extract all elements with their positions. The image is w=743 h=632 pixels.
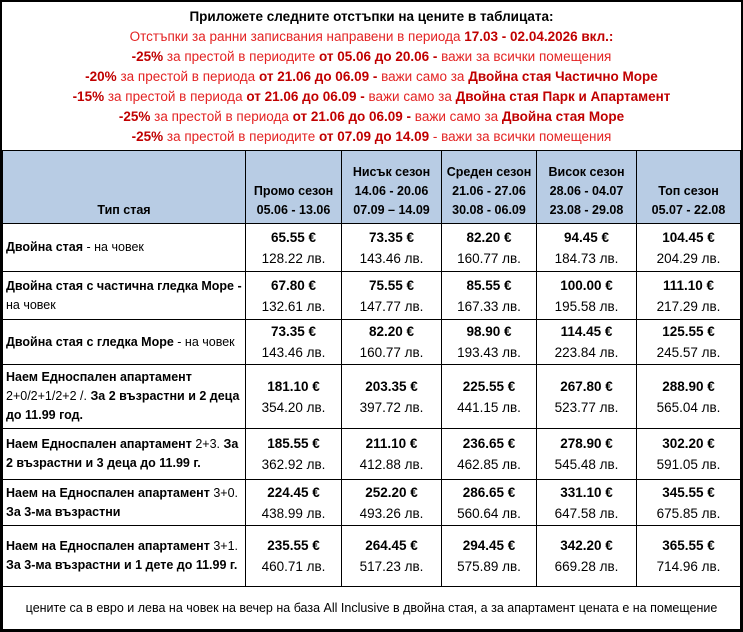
discount-text: от 05.06 до 20.06 - xyxy=(318,49,442,64)
price-eur: 185.55 € xyxy=(267,436,320,451)
room-type-text: - на човек xyxy=(83,240,144,254)
price-lev: 128.22 лв. xyxy=(261,250,326,266)
price-cell xyxy=(537,429,637,480)
discount-line xyxy=(6,47,737,67)
price-eur: 82.20 € xyxy=(466,229,512,245)
price-lev: 517.23 лв. xyxy=(359,559,424,574)
discount-text: от 21.06 до 06.09 - xyxy=(258,69,382,84)
price-cell xyxy=(637,224,741,272)
pricing-note: цените са в евро и лева на човек на вечер на база All Inclusive в двойна стая, а за апартамент цената е на помещение xyxy=(3,587,741,630)
price-lev: 160.77 лв. xyxy=(457,250,521,266)
price-lev: 204.29 лв. xyxy=(656,250,721,266)
price-lev: 560.64 лв. xyxy=(457,505,521,521)
discount-text: - важи за всички помещения xyxy=(429,129,612,144)
price-lev: 354.20 лв. xyxy=(261,399,326,415)
price-cell xyxy=(537,224,637,272)
discount-text: Двойна стая Море xyxy=(501,109,625,124)
price-eur: 100.00 € xyxy=(560,277,613,293)
room-type-text: 2+0/2+1/2+2 /. xyxy=(6,389,87,403)
price-eur: 181.10 € xyxy=(267,378,320,394)
discount-text: важи само за xyxy=(368,89,456,104)
price-eur: 125.55 € xyxy=(662,324,715,339)
price-lev: 647.58 лв. xyxy=(554,505,619,521)
price-eur: 294.45 € xyxy=(462,538,516,553)
price-lev: 460.71 лв. xyxy=(261,559,326,574)
season-column-header xyxy=(342,151,442,224)
discount-text: важи само за xyxy=(414,109,502,124)
price-eur: 278.90 € xyxy=(560,436,613,451)
table-row xyxy=(3,365,741,429)
discount-text: -25% xyxy=(118,109,151,124)
discount-line xyxy=(6,67,737,87)
price-lev: 362.92 лв. xyxy=(261,457,326,472)
table-footer-row xyxy=(3,587,741,630)
room-type-text: Наем Едноспален апартамент xyxy=(6,370,192,384)
price-lev: 132.61 лв. xyxy=(261,298,326,314)
price-cell xyxy=(442,320,537,365)
price-lev: 412.88 лв. xyxy=(359,457,424,472)
price-eur: 203.35 € xyxy=(365,378,418,394)
discount-text: от 07.09 до 14.09 xyxy=(318,129,430,144)
price-cell xyxy=(246,480,342,526)
price-cell xyxy=(537,272,637,320)
price-table xyxy=(2,150,741,630)
price-lev: 441.15 лв. xyxy=(457,399,521,415)
discount-text: за престой в периода xyxy=(116,69,259,84)
price-cell xyxy=(537,480,637,526)
price-cell xyxy=(442,526,537,587)
room-type-text: За 3-ма възрастни xyxy=(6,504,121,519)
price-cell xyxy=(342,429,442,480)
discount-text: важи за всички помещения xyxy=(441,49,612,64)
room-type-cell xyxy=(3,224,246,272)
room-type-cell xyxy=(3,272,246,320)
price-cell xyxy=(342,480,442,526)
price-lev: 147.77 лв. xyxy=(359,298,424,314)
price-cell xyxy=(342,365,442,429)
price-lev: 462.85 лв. xyxy=(457,457,521,472)
room-type-cell xyxy=(3,480,246,526)
price-cell xyxy=(537,365,637,429)
price-cell xyxy=(537,320,637,365)
discount-text: за престой в периода xyxy=(104,89,247,104)
price-eur: 267.80 € xyxy=(560,378,613,394)
room-type-text: 3+0. xyxy=(213,485,238,500)
price-eur: 94.45 € xyxy=(563,229,610,245)
table-row xyxy=(3,480,741,526)
price-cell xyxy=(637,480,741,526)
price-eur: 236.65 € xyxy=(462,436,516,451)
season-name: Висок сезон xyxy=(548,165,625,179)
price-eur: 67.80 € xyxy=(270,277,317,293)
price-cell xyxy=(637,272,741,320)
table-row xyxy=(3,272,741,320)
room-type-text: Наем на Едноспален апартамент xyxy=(6,539,214,553)
discount-text: за престой в периода xyxy=(150,109,293,124)
discount-line xyxy=(6,107,737,127)
price-cell xyxy=(342,224,442,272)
price-cell xyxy=(246,526,342,587)
discount-text: за престой в периодите xyxy=(163,49,319,64)
price-eur: 98.90 € xyxy=(466,324,512,339)
room-type-text: За 3-ма възрастни и 1 дете до 11.99 г. xyxy=(6,558,238,572)
price-lev: 160.77 лв. xyxy=(359,345,424,360)
discount-text: Двойна стая Частично Море xyxy=(468,69,658,84)
price-cell xyxy=(637,429,741,480)
price-eur: 342.20 € xyxy=(560,538,613,553)
room-type-cell xyxy=(3,429,246,480)
price-lev: 675.85 лв. xyxy=(656,505,721,521)
season-column-header xyxy=(442,151,537,224)
price-eur: 225.55 € xyxy=(462,378,516,394)
price-lev: 143.46 лв. xyxy=(359,250,424,266)
price-eur: 104.45 € xyxy=(662,229,715,245)
price-eur: 345.55 € xyxy=(662,484,715,500)
discount-text: -25% xyxy=(131,49,164,64)
season-date-range: 23.08 - 29.08 xyxy=(549,203,624,217)
price-lev: 545.48 лв. xyxy=(554,457,619,472)
price-eur: 73.35 € xyxy=(368,229,415,245)
price-lev: 669.28 лв. xyxy=(554,559,619,574)
price-lev: 397.72 лв. xyxy=(359,399,424,415)
price-lev: 193.43 лв. xyxy=(457,345,521,360)
season-date-range: 05.06 - 13.06 xyxy=(256,203,331,217)
price-lev: 184.73 лв. xyxy=(554,250,619,266)
discount-line xyxy=(6,27,737,47)
discount-text: Отстъпки за ранни записвания направени в периода xyxy=(129,29,465,44)
discount-text: за престой в периодите xyxy=(163,129,319,144)
room-type-cell xyxy=(3,320,246,365)
price-eur: 111.10 € xyxy=(662,277,715,293)
price-eur: 85.55 € xyxy=(466,277,512,293)
discount-line xyxy=(6,87,737,107)
price-cell xyxy=(246,429,342,480)
price-cell xyxy=(246,365,342,429)
price-eur: 114.45 € xyxy=(560,324,613,339)
price-cell xyxy=(246,320,342,365)
discount-text: Двойна стая Парк и Апартамент xyxy=(455,89,671,104)
room-type-cell xyxy=(3,365,246,429)
price-eur: 235.55 € xyxy=(267,538,320,553)
season-date-range: 30.08 - 06.09 xyxy=(452,203,526,217)
room-type-text: 3+1. xyxy=(213,539,238,553)
discount-text: от 21.06 до 06.09 - xyxy=(292,109,415,124)
season-date-range: 07.09 – 14.09 xyxy=(353,203,430,217)
room-type-text: Двойна стая xyxy=(6,240,84,254)
price-lev: 523.77 лв. xyxy=(554,399,619,415)
price-cell xyxy=(442,429,537,480)
price-eur: 331.10 € xyxy=(560,484,613,500)
price-lev: 167.33 лв. xyxy=(457,298,521,314)
price-cell xyxy=(637,526,741,587)
season-date-range: 14.06 - 20.06 xyxy=(354,184,429,198)
price-lev: 493.26 лв. xyxy=(359,505,424,521)
price-eur: 264.45 € xyxy=(365,538,418,553)
discount-text: -25% xyxy=(131,129,164,144)
price-lev: 223.84 лв. xyxy=(554,345,619,360)
price-eur: 224.45 € xyxy=(267,484,320,500)
price-eur: 302.20 € xyxy=(662,436,715,451)
price-cell xyxy=(342,272,442,320)
discount-line xyxy=(6,127,737,147)
discount-notice xyxy=(2,2,741,150)
discount-lines xyxy=(6,27,737,147)
price-eur: 286.65 € xyxy=(462,484,516,500)
price-cell xyxy=(637,320,741,365)
season-name: Топ сезон xyxy=(658,184,719,198)
price-lev: 714.96 лв. xyxy=(656,559,721,574)
room-type-text: 2+3. xyxy=(195,437,221,451)
price-lev: 438.99 лв. xyxy=(261,505,326,521)
season-date-range: 05.07 - 22.08 xyxy=(651,203,726,217)
price-cell xyxy=(342,526,442,587)
price-lev: 195.58 лв. xyxy=(554,298,619,314)
price-cell xyxy=(637,365,741,429)
discount-text: важи само за xyxy=(381,69,469,84)
price-eur: 211.10 € xyxy=(365,436,418,451)
room-type-cell xyxy=(3,526,246,587)
season-date-range: 21.06 - 27.06 xyxy=(452,184,526,198)
notice-title: Приложете следните отстъпки на цените в таблицата: xyxy=(189,9,554,24)
price-eur: 365.55 € xyxy=(662,538,715,553)
table-row xyxy=(3,224,741,272)
room-type-text: Двойна стая с гледка Море xyxy=(6,334,174,349)
season-date-range: 28.06 - 04.07 xyxy=(549,184,624,198)
discount-text: 17.03 - 02.04.2026 вкл.: xyxy=(464,29,614,44)
table-header-row xyxy=(3,151,741,224)
table-row xyxy=(3,429,741,480)
price-cell xyxy=(442,272,537,320)
room-type-text: За 2 възрастни и 3 деца до 11.99 г. xyxy=(6,437,239,470)
table-row xyxy=(3,320,741,365)
price-eur: 252.20 € xyxy=(365,484,418,500)
price-cell xyxy=(246,272,342,320)
price-cell xyxy=(537,526,637,587)
room-type-text: Двойна стая с частична гледка Море - xyxy=(6,278,242,293)
season-name: Среден сезон xyxy=(446,165,532,179)
price-eur: 82.20 € xyxy=(368,324,415,339)
price-lev: 591.05 лв. xyxy=(656,457,721,472)
discount-text: от 21.06 до 06.09 - xyxy=(246,89,369,104)
price-eur: 65.55 € xyxy=(270,229,317,245)
price-cell xyxy=(342,320,442,365)
room-type-text: За 2 възрастни и 2 деца до 11.99 год. xyxy=(6,389,240,422)
price-eur: 288.90 € xyxy=(662,378,715,394)
season-column-header xyxy=(537,151,637,224)
room-type-text: Наем на Едноспален апартамент xyxy=(6,485,214,500)
price-lev: 245.57 лв. xyxy=(656,345,721,360)
price-eur: 73.35 € xyxy=(270,324,317,339)
table-row xyxy=(3,526,741,587)
room-type-text: на човек xyxy=(6,297,56,312)
price-eur: 75.55 € xyxy=(368,277,415,293)
discount-text: -15% xyxy=(72,89,105,104)
price-cell xyxy=(246,224,342,272)
room-type-text: Наем Едноспален апартамент xyxy=(6,437,196,451)
season-column-header xyxy=(637,151,741,224)
season-name: Нисък сезон xyxy=(352,165,431,179)
room-type-text: - на човек xyxy=(173,334,235,349)
price-lev: 565.04 лв. xyxy=(656,399,721,415)
price-cell xyxy=(442,480,537,526)
price-cell xyxy=(442,365,537,429)
price-cell xyxy=(442,224,537,272)
price-lev: 217.29 лв. xyxy=(656,298,721,314)
season-name: Промо сезон xyxy=(253,184,334,198)
season-column-header xyxy=(246,151,342,224)
discount-text: -20% xyxy=(85,69,117,84)
price-lev: 575.89 лв. xyxy=(457,559,521,574)
price-lev: 143.46 лв. xyxy=(261,345,326,360)
room-type-header: Тип стая xyxy=(3,151,246,224)
